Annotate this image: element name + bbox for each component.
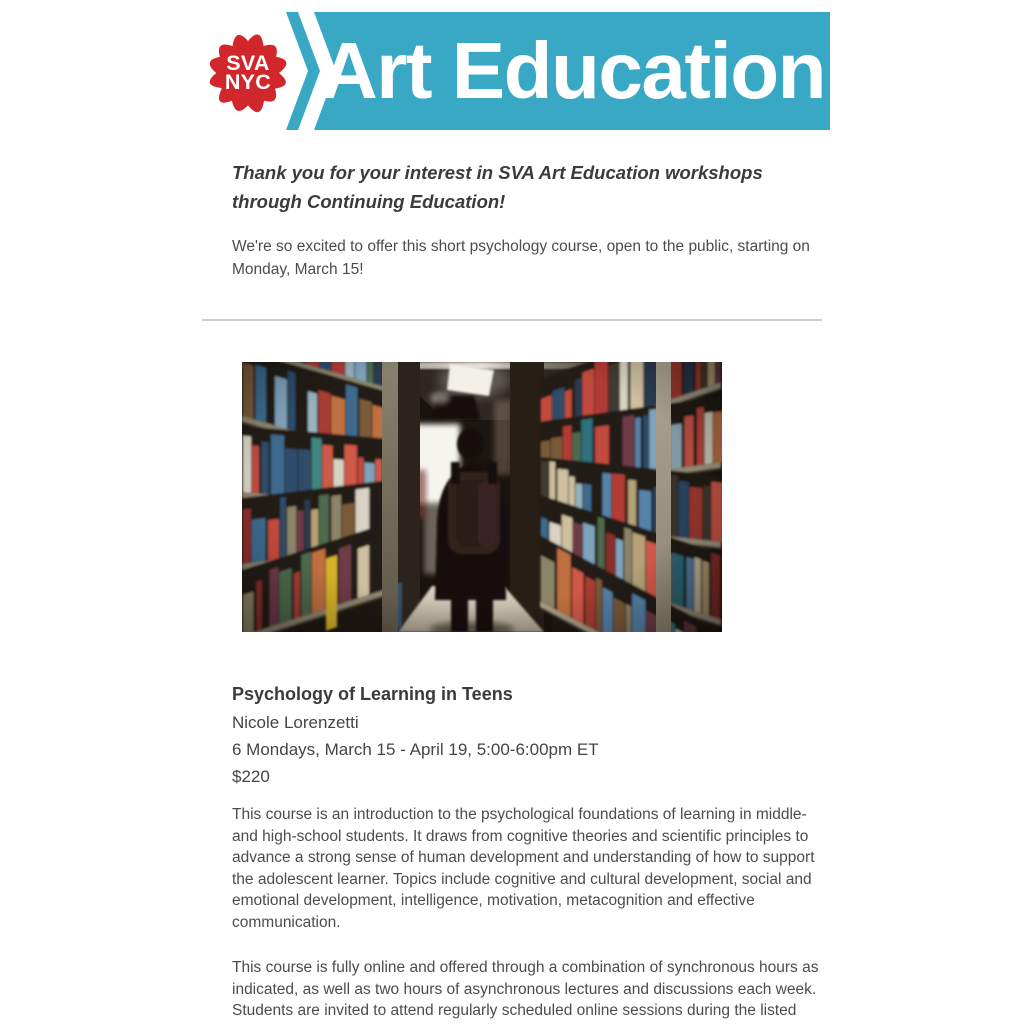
intro-heading: Thank you for your interest in SVA Art Education workshops through Continuing Education! bbox=[232, 162, 763, 212]
course-title: Psychology of Learning in Teens bbox=[232, 684, 513, 704]
logo-text-nyc: NYC bbox=[224, 70, 272, 94]
course-description: This course is an introduction to the psychological foundations of learning in middle- and high-school students. It draws from cognitive theories and scientific principles to advance a strong sense of human development and understanding of how to support the adolescent learner. Topics include cognitive and cultural development, social and emotional development, intelligence, motivation, metacognition and effective communication. bbox=[232, 806, 815, 931]
course-description-2: This course is fully online and offered through a combination of synchronous hours as indicated, as well as two hours of asynchronous lectures and discussions each week. Students are invited to attend regularly scheduled online sessions during the listed bbox=[232, 959, 819, 1020]
banner-title: Art Education bbox=[320, 26, 825, 115]
logo-text-sva: SVA bbox=[226, 51, 270, 75]
intro-paragraph: We're so excited to offer this short psychology course, open to the public, starting on Monday, March 15! bbox=[232, 238, 810, 278]
library-aisle-photo bbox=[242, 362, 722, 632]
divider bbox=[202, 319, 822, 321]
header bbox=[208, 12, 832, 130]
course-instructor: Nicole Lorenzetti bbox=[232, 713, 359, 732]
course-price: $220 bbox=[232, 767, 270, 786]
course-schedule: 6 Mondays, March 15 - April 19, 5:00-6:00pm ET bbox=[232, 740, 599, 759]
sva-nyc-logo bbox=[208, 13, 294, 131]
